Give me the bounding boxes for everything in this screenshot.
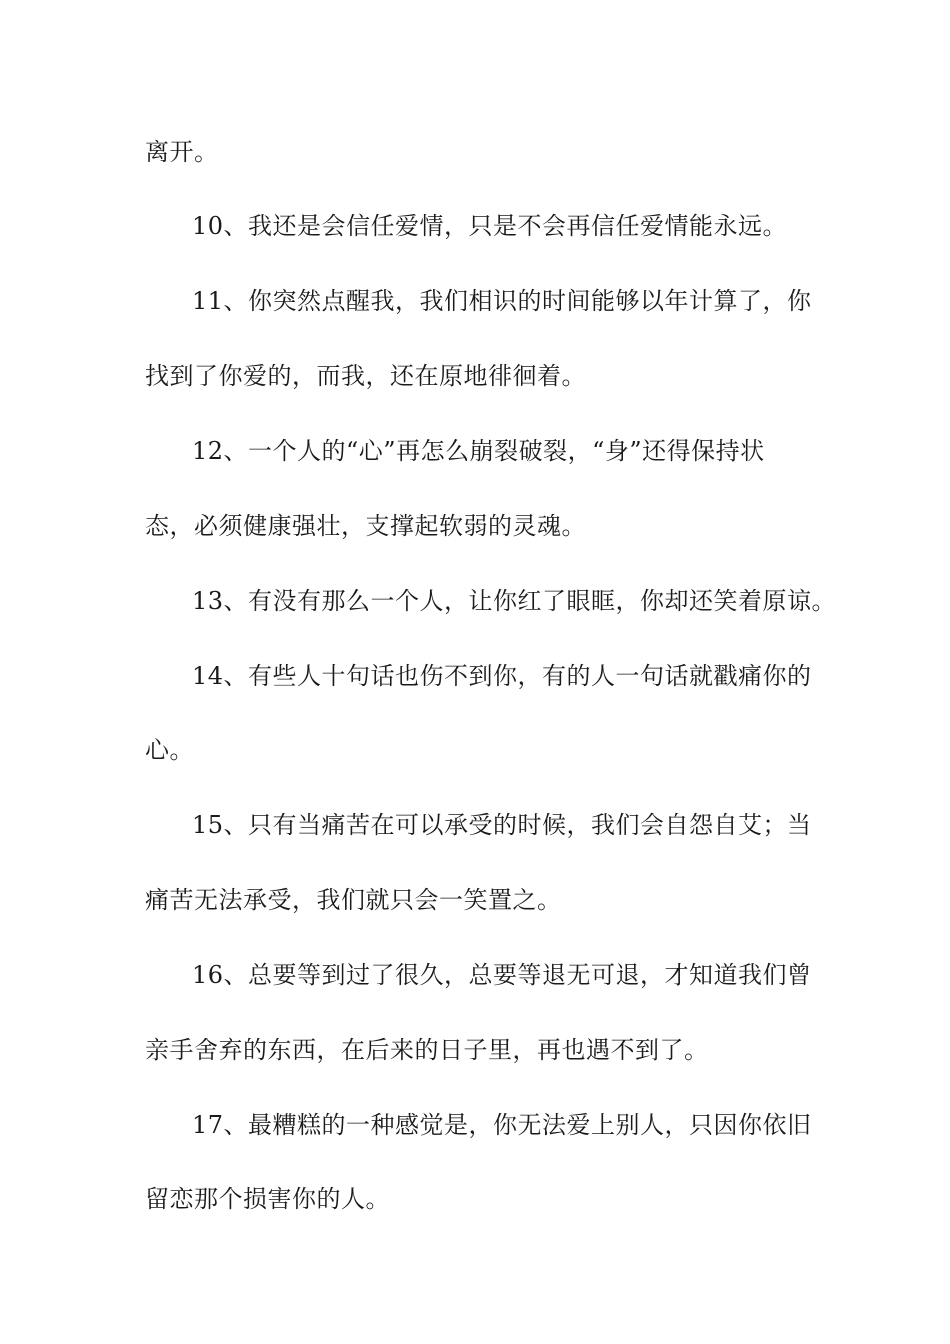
text-line: 找到了你爱的，而我，还在原地徘徊着。: [145, 362, 586, 390]
text-line: 留恋那个损害你的人。: [145, 1185, 390, 1213]
text-line: 10、我还是会信任爱情，只是不会再信任爱情能永远。: [192, 212, 788, 240]
text-line: 12、一个人的“心”再怎么崩裂破裂，“身”还得保持状: [192, 437, 765, 465]
text-line: 16、总要等到过了很久，总要等退无可退，才知道我们曾: [192, 961, 812, 989]
text-line: 痛苦无法承受，我们就只会一笑置之。: [145, 886, 562, 914]
text-line: 13、有没有那么一个人，让你红了眼眶，你却还笑着原谅。: [192, 587, 837, 615]
text-line: 离开。: [145, 138, 219, 166]
text-line: 态，必须健康强壮，支撑起软弱的灵魂。: [145, 512, 586, 540]
text-line: 11、你突然点醒我，我们相识的时间能够以年计算了，你: [192, 287, 812, 315]
text-line: 14、有些人十句话也伤不到你，有的人一句话就戳痛你的: [192, 662, 812, 690]
text-line: 亲手舍弃的东西，在后来的日子里，再也遇不到了。: [145, 1036, 709, 1064]
text-line: 17、最糟糕的一种感觉是，你无法爱上别人，只因你依旧: [192, 1111, 812, 1139]
text-line: 心。: [145, 736, 194, 764]
text-line: 15、只有当痛苦在可以承受的时候，我们会自怨自艾；当: [192, 811, 812, 839]
